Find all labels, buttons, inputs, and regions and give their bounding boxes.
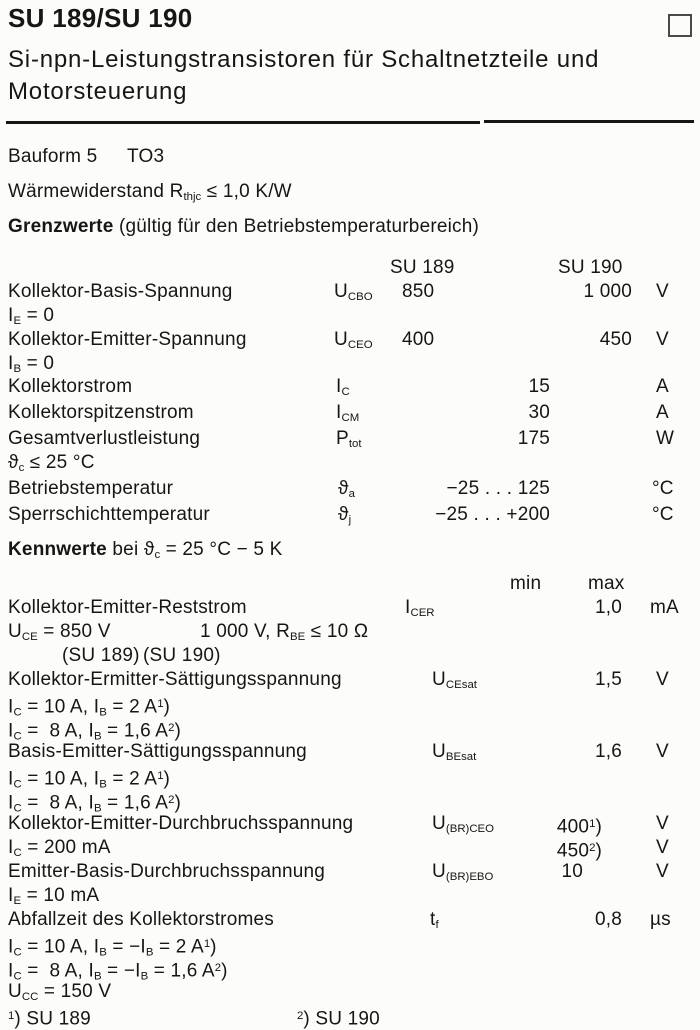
param-value-su190: 1 000 (583, 281, 632, 302)
param-condition: 1 000 V, $R_{BE} \le 10$ Ω (200, 621, 369, 643)
param-symbol: $P_{tot}$ (336, 428, 362, 450)
param-condition: $I_E = 10$ mA (8, 885, 100, 907)
param-value-su190: 450 (599, 329, 632, 350)
param-unit: V (656, 813, 669, 834)
param-unit: °C (652, 478, 674, 499)
param-label: Kollektor-Emitter-Durchbruchsspannung (8, 813, 354, 834)
param-value-su189: 400 (402, 329, 435, 350)
param-symbol: $I_C$ (336, 376, 350, 398)
footnote-2: $^2$) SU 190 (297, 1008, 380, 1030)
param-symbol: $U_{BEsat}$ (432, 741, 477, 763)
page-title: SU 189/SU 190 (8, 3, 193, 33)
param-symbol: $U_{CBO}$ (334, 281, 373, 303)
param-condition: $I_B = 0$ (8, 353, 55, 375)
param-condition: $I_C = 8$ A, $I_B = -I_B = 1,6$ $A^2$) (8, 960, 228, 983)
param-max-value: 1,6 (594, 741, 622, 762)
param-unit: V (656, 329, 669, 350)
param-max-value: 0,8 (594, 909, 622, 930)
subtitle-line-1: Si-npn-Leistungstransistoren für Schaltnetzteile und (8, 46, 600, 73)
param-unit: V (656, 861, 669, 882)
footnote-1: $^1$) SU 189 (8, 1008, 91, 1030)
param-value: 175 (517, 428, 550, 449)
param-unit: A (656, 376, 669, 397)
param-condition: $I_C = 10$ A, $I_B = -I_B = 2$ $A^1$) (8, 936, 217, 959)
param-max-value: 1,0 (594, 597, 622, 618)
thermal-resistance: Wärmewiderstand $R_{thjc} \le 1,0$ K/W (8, 181, 292, 203)
param-max-value: 1,5 (594, 669, 622, 690)
param-label: Sperrschichttemperatur (8, 504, 210, 525)
divider-rule-left (6, 121, 480, 124)
param-label: Kollektorspitzenstrom (8, 402, 194, 423)
param-label: Kollektorstrom (8, 376, 133, 397)
param-condition: $I_E = 0$ (8, 305, 55, 327)
param-label: Kollektor-Emitter-Spannung (8, 329, 247, 350)
param-label: Basis-Emitter-Sättigungsspannung (8, 741, 307, 762)
param-condition: (SU 190) (143, 645, 221, 666)
bauform-label: Bauform 5 (8, 146, 98, 167)
param-unit: A (656, 402, 669, 423)
param-symbol: $I_{CM}$ (336, 402, 360, 424)
param-symbol: $U_{(BR)CEO}$ (432, 813, 495, 835)
divider-rule-right (484, 120, 694, 123)
kennwerte-heading (8, 538, 283, 567)
param-condition: $U_{CE} = 850$ V (8, 621, 111, 643)
param-condition: $I_C = 8$ A, $I_B = 1,6$ $A^2$) (8, 720, 182, 743)
param-min-value: 10 (561, 861, 583, 882)
param-unit: V (656, 669, 669, 690)
param-unit: V (656, 837, 669, 858)
param-symbol: $ϑ_j$ (338, 504, 352, 526)
param-symbol: $U_{CEO}$ (334, 329, 373, 351)
param-condition: (SU 189) (62, 645, 140, 666)
param-value: 30 (528, 402, 550, 423)
param-label: Kollektor-Ermitter-Sättigungsspannung (8, 669, 342, 690)
param-unit: W (656, 428, 675, 449)
param-symbol: $t_f$ (430, 909, 439, 931)
column-header-max: max (588, 573, 625, 594)
param-value-su189: 850 (402, 281, 435, 302)
param-label: Abfallzeit des Kollektorstromes (8, 909, 274, 930)
grenzwerte-heading-rest: (gültig für den Betriebstemperaturbereich) (113, 216, 480, 237)
param-condition: $ϑ_c \le 25$ °C (8, 452, 95, 474)
param-label: Kollektor-Emitter-Reststrom (8, 597, 247, 618)
param-condition: $U_{CC} = 150$ V (8, 981, 112, 1003)
square-outline-icon (668, 14, 692, 37)
param-label: Emitter-Basis-Durchbruchsspannung (8, 861, 326, 882)
param-unit: V (656, 281, 669, 302)
param-min-value: $450^2$) (556, 840, 602, 862)
param-unit: mA (650, 597, 679, 618)
grenzwerte-heading (8, 215, 479, 239)
param-min-value: $400^1$) (556, 816, 602, 838)
param-symbol: $U_{CEsat}$ (432, 669, 477, 691)
param-symbol: $U_{(BR)EBO}$ (432, 861, 494, 883)
param-unit: V (656, 741, 669, 762)
column-header-min: min (510, 573, 542, 594)
grenzwerte-heading-bold: Grenzwerte (8, 216, 114, 237)
param-label: Kollektor-Basis-Spannung (8, 281, 233, 302)
param-condition: $I_C = 10$ A, $I_B = 2$ $A^1$) (8, 696, 171, 719)
param-symbol: $ϑ_a$ (338, 478, 355, 500)
column-header-su189: SU 189 (390, 257, 455, 278)
kennwerte-heading-rest: bei $ϑ_c = 25$ °C − 5 K (106, 539, 283, 561)
column-header-su190: SU 190 (558, 257, 623, 278)
param-symbol: $I_{CER}$ (405, 597, 435, 619)
param-value: −25 . . . +200 (435, 504, 550, 525)
param-label: Betriebstemperatur (8, 478, 174, 499)
param-condition: $I_C = 8$ A, $I_B = 1,6$ $A^2$) (8, 792, 182, 815)
param-label: Gesamtverlustleistung (8, 428, 201, 449)
param-condition: $I_C = 10$ A, $I_B = 2$ $A^1$) (8, 768, 171, 791)
kennwerte-heading-bold: Kennwerte (8, 539, 107, 560)
param-unit: µs (650, 909, 671, 930)
param-value: 15 (528, 376, 550, 397)
param-unit: °C (652, 504, 674, 525)
subtitle-line-2: Motorsteuerung (8, 78, 188, 105)
param-condition: $I_C = 200$ mA (8, 837, 111, 859)
bauform-value: TO3 (127, 146, 165, 167)
param-value: −25 . . . 125 (446, 478, 550, 499)
